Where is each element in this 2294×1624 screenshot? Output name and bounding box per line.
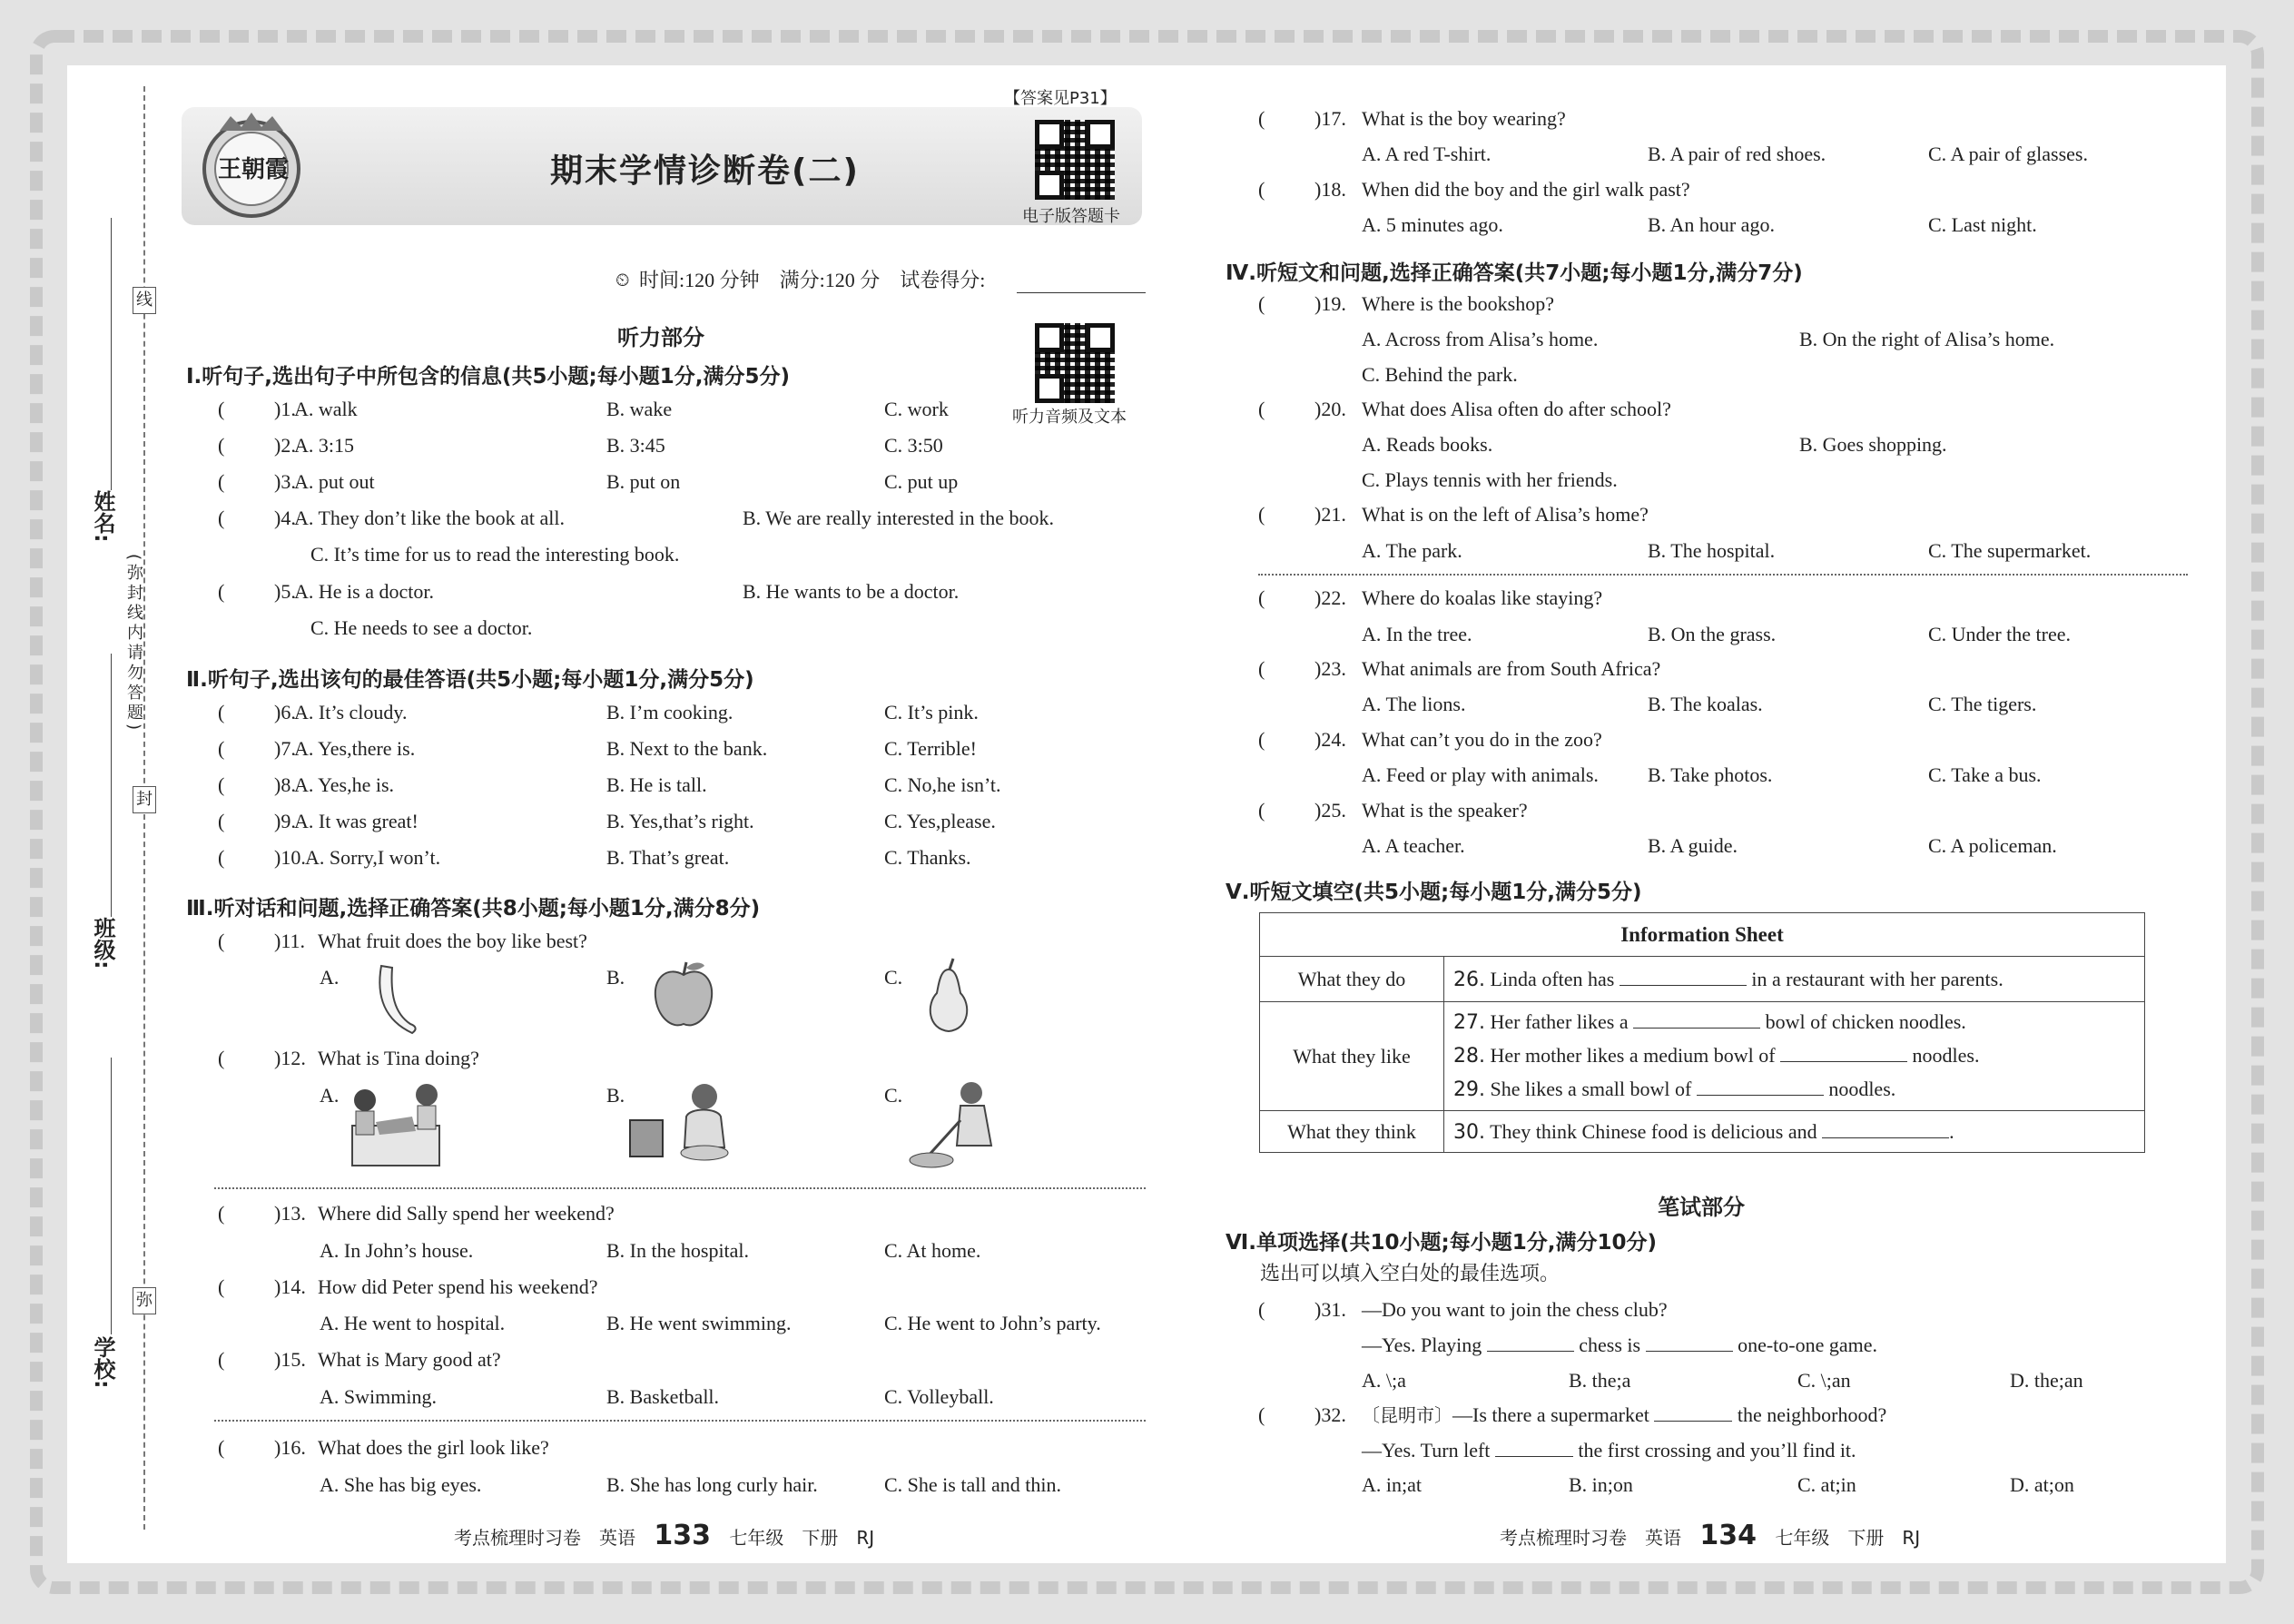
answer-paren[interactable]: ( xyxy=(1258,657,1265,680)
option-a: A. Across from Alisa’s home. xyxy=(1362,328,1599,350)
question-text: What is Mary good at? xyxy=(318,1348,501,1371)
option-a: A. In the tree. xyxy=(1362,623,1472,645)
option-b: B. A pair of red shoes. xyxy=(1648,143,1826,165)
q32-text2-pre: —Yes. Turn left xyxy=(1362,1439,1495,1462)
school-field-line xyxy=(111,1058,112,1334)
option-b: B. That’s great. xyxy=(606,846,730,869)
binding-label-mi: 弥 xyxy=(133,1287,156,1314)
answer-paren[interactable]: ( xyxy=(218,507,225,529)
option-c: C. A pair of glasses. xyxy=(1928,143,2088,165)
option-c: C. Behind the park. xyxy=(1362,363,1518,386)
q30-number: 30. xyxy=(1453,1120,1485,1144)
logo-text: 王朝霞 xyxy=(218,156,290,183)
question-number: )9. xyxy=(274,810,296,832)
option-b: B. A guide. xyxy=(1648,834,1738,857)
school-label: 学校: xyxy=(90,1336,115,1389)
option-b: B. the;a xyxy=(1569,1369,1631,1392)
option-a: A. Yes,he is. xyxy=(294,773,395,796)
q32-text-pre: —Is there a supermarket xyxy=(1452,1403,1655,1426)
q29-blank[interactable] xyxy=(1697,1095,1824,1096)
footer-book-title: 考点梳理时习卷 英语 xyxy=(1500,1527,1681,1549)
option-c: C. xyxy=(884,966,903,989)
table-title: Information Sheet xyxy=(1260,913,2145,957)
option-c: C. No,he isn’t. xyxy=(884,773,1001,796)
question-text: What is the speaker? xyxy=(1362,799,1528,822)
answer-paren[interactable]: ( xyxy=(218,1436,225,1459)
answer-paren[interactable]: ( xyxy=(218,398,225,420)
q27-number: 27. xyxy=(1453,1011,1485,1034)
q26-cell xyxy=(1444,957,2145,1002)
row-label-like: What they like xyxy=(1260,1002,1444,1111)
question-text: What does Alisa often do after school? xyxy=(1362,398,1671,420)
option-b: B. He wants to be a doctor. xyxy=(743,580,960,603)
question-text: How did Peter spend his weekend? xyxy=(318,1275,598,1298)
answer-paren[interactable]: ( xyxy=(218,773,225,796)
answer-paren[interactable]: ( xyxy=(218,1047,225,1069)
question-text: What fruit does the boy like best? xyxy=(318,930,587,952)
q27-blank[interactable] xyxy=(1633,1028,1760,1029)
answer-paren[interactable]: ( xyxy=(218,1275,225,1298)
answer-paren[interactable]: ( xyxy=(1258,503,1265,526)
section-5-heading: Ⅴ.听短文填空(共5小题;每小题1分,满分5分) xyxy=(1226,881,1642,904)
answer-paren[interactable]: ( xyxy=(218,930,225,952)
option-c: C. Yes,please. xyxy=(884,810,996,832)
option-c: C. Thanks. xyxy=(884,846,971,869)
q31-text-post: one-to-one game. xyxy=(1732,1334,1878,1356)
option-c: C. Under the tree. xyxy=(1928,623,2071,645)
section-4-heading: Ⅳ.听短文和问题,选择正确答案(共7小题;每小题1分,满分7分) xyxy=(1226,261,1803,285)
divider xyxy=(214,1420,1146,1422)
option-b: B. xyxy=(606,966,625,989)
apple-image xyxy=(650,959,717,1031)
option-a: A. \;a xyxy=(1362,1369,1406,1392)
binding-label-line: 线 xyxy=(133,287,156,314)
row-label-do: What they do xyxy=(1260,957,1444,1002)
question-number: )17. xyxy=(1314,107,1346,130)
page-number: 133 xyxy=(654,1520,711,1551)
option-b: B. wake xyxy=(606,398,673,420)
question-text: —Do you want to join the chess club? xyxy=(1362,1298,1668,1321)
option-a: A. Swimming. xyxy=(320,1385,437,1408)
answer-paren[interactable]: ( xyxy=(1258,107,1265,130)
option-c: C. Volleyball. xyxy=(884,1385,994,1408)
q32-blank-2[interactable] xyxy=(1495,1456,1573,1457)
footer-grade: 七年级 下册 RJ xyxy=(729,1527,875,1549)
q32-text-post: the neighborhood? xyxy=(1732,1403,1887,1426)
q30-text-post: . xyxy=(1949,1119,1954,1143)
option-a: A. He went to hospital. xyxy=(320,1312,506,1334)
answer-paren[interactable]: ( xyxy=(1258,178,1265,201)
footer-book-title: 考点梳理时习卷 英语 xyxy=(454,1527,635,1549)
option-a: A. in;at xyxy=(1362,1473,1422,1496)
q31-text-pre: —Yes. Playing xyxy=(1362,1334,1487,1356)
answer-paren[interactable]: ( xyxy=(218,470,225,493)
option-a: A. A teacher. xyxy=(1362,834,1465,857)
answer-paren[interactable]: ( xyxy=(218,810,225,832)
option-d: D. the;an xyxy=(2010,1369,2083,1392)
question-number: )16. xyxy=(274,1436,306,1459)
answer-paren[interactable]: ( xyxy=(1258,1298,1265,1321)
option-c: C. 3:50 xyxy=(884,434,943,457)
q26-text-pre: Linda often has xyxy=(1485,967,1620,990)
divider xyxy=(1258,574,2188,576)
listening-qr-code[interactable] xyxy=(1035,323,1115,403)
name-field-line xyxy=(111,218,112,490)
question-number: )12. xyxy=(274,1047,306,1069)
question-number: )22. xyxy=(1314,586,1346,609)
option-b: B. Goes shopping. xyxy=(1799,433,1947,456)
answer-paren[interactable]: ( xyxy=(218,580,225,603)
page-number: 134 xyxy=(1699,1520,1757,1551)
class-label: 班级: xyxy=(90,917,115,969)
option-a: A. walk xyxy=(294,398,358,420)
option-a: A. In John’s house. xyxy=(320,1239,474,1262)
section-6-heading: Ⅵ.单项选择(共10小题;每小题1分,满分10分) xyxy=(1226,1231,1657,1255)
question-number: )15. xyxy=(274,1348,306,1371)
child-sweeping-image xyxy=(908,1080,1008,1171)
q28-number: 28. xyxy=(1453,1045,1485,1068)
option-b: B. She has long curly hair. xyxy=(606,1473,818,1496)
q30-blank[interactable] xyxy=(1822,1137,1949,1138)
question-number: )6. xyxy=(274,701,296,723)
section-2-heading: Ⅱ.听句子,选出该句的最佳答语(共5小题;每小题1分,满分5分) xyxy=(186,668,754,692)
question-number: )32. xyxy=(1314,1403,1346,1426)
question-text: Where did Sally spend her weekend? xyxy=(318,1202,615,1225)
answer-paren[interactable]: ( xyxy=(218,737,225,760)
question-number: )7. xyxy=(274,737,296,760)
option-c: C. A policeman. xyxy=(1928,834,2057,857)
question-text: What can’t you do in the zoo? xyxy=(1362,728,1602,751)
option-c: C. at;in xyxy=(1797,1473,1856,1496)
q28-line xyxy=(1453,1039,2135,1073)
q26-number: 26. xyxy=(1453,968,1485,991)
answer-paren[interactable]: ( xyxy=(218,1348,225,1371)
option-a: A. xyxy=(320,966,340,989)
writing-section-title: 笔试部分 xyxy=(1658,1195,1745,1220)
option-c: C. Plays tennis with her friends. xyxy=(1362,468,1618,491)
question-text-line2 xyxy=(1362,1334,1877,1357)
option-b: B. The hospital. xyxy=(1648,539,1776,562)
question-number: )31. xyxy=(1314,1298,1346,1321)
question-number: )19. xyxy=(1314,292,1346,315)
name-label: 姓名: xyxy=(90,490,115,543)
q31-blank-1[interactable] xyxy=(1487,1351,1574,1352)
option-c: C. It’s pink. xyxy=(884,701,979,723)
q32-text2-post: the first crossing and you’ll find it. xyxy=(1572,1439,1856,1462)
q28-blank[interactable] xyxy=(1780,1061,1907,1062)
class-field-line xyxy=(111,654,112,917)
region-tag: 〔昆明市〕 xyxy=(1362,1406,1452,1426)
pear-image xyxy=(917,957,980,1037)
option-a: A. 3:15 xyxy=(294,434,354,457)
option-a: A. He is a doctor. xyxy=(294,580,434,603)
score-field-line xyxy=(1017,292,1146,293)
row-label-think: What they think xyxy=(1260,1111,1444,1153)
banana-image xyxy=(363,960,427,1037)
exam-info: 时间:120 分钟 满分:120 分 试卷得分: xyxy=(639,269,986,291)
child-watching-tv-image xyxy=(626,1080,735,1171)
page-title: 期末学情诊断卷(二) xyxy=(550,153,860,190)
information-sheet-table xyxy=(1259,912,2145,1153)
q27-line xyxy=(1453,1006,2135,1039)
q31-text-mid: chess is xyxy=(1573,1334,1646,1356)
option-b: B. An hour ago. xyxy=(1648,213,1775,236)
binding-note: (弥封线内请勿答题) xyxy=(124,554,143,734)
q28-text-post: noodles. xyxy=(1907,1044,1980,1067)
option-c: C. work xyxy=(884,398,949,420)
listening-section-title: 听力部分 xyxy=(617,325,704,350)
answer-paren[interactable]: ( xyxy=(218,701,225,723)
option-d: D. at;on xyxy=(2010,1473,2074,1496)
option-b: B. On the grass. xyxy=(1648,623,1777,645)
option-b: B. in;on xyxy=(1569,1473,1633,1496)
footer-grade: 七年级 下册 RJ xyxy=(1775,1527,1921,1549)
option-c: C. \;an xyxy=(1797,1369,1851,1392)
question-number: )23. xyxy=(1314,657,1346,680)
section-1-heading: Ⅰ.听句子,选出句子中所包含的信息(共5小题;每小题1分,满分5分) xyxy=(186,365,791,389)
q26-blank[interactable] xyxy=(1620,985,1747,986)
answer-paren[interactable]: ( xyxy=(1258,728,1265,751)
section-3-heading: Ⅲ.听对话和问题,选择正确答案(共8小题;每小题1分,满分8分) xyxy=(186,897,761,920)
question-text: Where do koalas like staying? xyxy=(1362,586,1603,609)
option-b: B. The koalas. xyxy=(1648,693,1763,715)
question-text: What is the boy wearing? xyxy=(1362,107,1566,130)
option-b: B. 3:45 xyxy=(606,434,665,457)
option-b: B. Take photos. xyxy=(1648,763,1773,786)
q30-text-pre: They think Chinese food is delicious and xyxy=(1485,1119,1823,1143)
q29-number: 29. xyxy=(1453,1078,1485,1101)
section-6-instruction: 选出可以填入空白处的最佳选项。 xyxy=(1260,1262,1561,1284)
answer-paren[interactable]: ( xyxy=(218,1202,225,1225)
question-number: )3. xyxy=(274,470,296,493)
binding-label-seal: 封 xyxy=(133,786,156,813)
answer-paren[interactable]: ( xyxy=(218,846,225,869)
q28-text-pre: Her mother likes a medium bowl of xyxy=(1485,1044,1781,1067)
question-text: What is on the left of Alisa’s home? xyxy=(1362,503,1649,526)
question-number: )20. xyxy=(1314,398,1346,420)
option-a: A. Sorry,I won’t. xyxy=(305,846,441,869)
question-number: )13. xyxy=(274,1202,306,1225)
option-b: B. I’m cooking. xyxy=(606,701,733,723)
option-a: A. xyxy=(320,1084,340,1107)
footer-left xyxy=(454,1520,874,1551)
option-c: C. The supermarket. xyxy=(1928,539,2092,562)
answer-paren[interactable]: ( xyxy=(1258,398,1265,420)
q29-text-post: noodles. xyxy=(1823,1078,1896,1100)
question-number: )18. xyxy=(1314,178,1346,201)
q27-text-post: bowl of chicken noodles. xyxy=(1760,1010,1966,1033)
option-c: C. Terrible! xyxy=(884,737,977,760)
question-text: When did the boy and the girl walk past? xyxy=(1362,178,1690,201)
q29-text-pre: She likes a small bowl of xyxy=(1485,1078,1697,1100)
q31-blank-2[interactable] xyxy=(1646,1351,1733,1352)
footer-right xyxy=(1500,1520,1920,1551)
option-c: C. At home. xyxy=(884,1239,981,1262)
option-c: C. He needs to see a doctor. xyxy=(310,616,533,639)
q27-text-pre: Her father likes a xyxy=(1485,1010,1634,1033)
option-b: B. He is tall. xyxy=(606,773,707,796)
question-text: What is Tina doing? xyxy=(318,1047,479,1069)
answer-reference: 【答案见P31】 xyxy=(1004,89,1117,108)
divider xyxy=(214,1187,1146,1189)
answer-paren[interactable]: ( xyxy=(1258,1403,1265,1426)
option-c: C. He went to John’s party. xyxy=(884,1312,1101,1334)
question-number: )8. xyxy=(274,773,296,796)
question-text xyxy=(1362,1403,1886,1428)
question-number: )11. xyxy=(274,930,306,952)
q32-blank-1[interactable] xyxy=(1654,1421,1732,1422)
question-number: )24. xyxy=(1314,728,1346,751)
question-number: )21. xyxy=(1314,503,1346,526)
q29-line xyxy=(1453,1073,2135,1107)
question-number: )2. xyxy=(274,434,296,457)
option-b: B. On the right of Alisa’s home. xyxy=(1799,328,2055,350)
answer-paren[interactable]: ( xyxy=(218,434,225,457)
answer-paren[interactable]: ( xyxy=(1258,586,1265,609)
question-number: )10. xyxy=(274,846,306,869)
answer-card-qr-code[interactable] xyxy=(1035,120,1115,200)
question-text: What does the girl look like? xyxy=(318,1436,549,1459)
option-a: A. She has big eyes. xyxy=(320,1473,482,1496)
option-a: A. The lions. xyxy=(1362,693,1466,715)
option-b: B. Next to the bank. xyxy=(606,737,768,760)
listening-qr-caption: 听力音频及文本 xyxy=(1012,408,1127,426)
question-text: Where is the bookshop? xyxy=(1362,292,1554,315)
option-b: B. We are really interested in the book. xyxy=(743,507,1054,529)
option-a: A. The park. xyxy=(1362,539,1462,562)
question-number: )25. xyxy=(1314,799,1346,822)
option-c: C. Last night. xyxy=(1928,213,2037,236)
clock-icon: ⏲ xyxy=(615,269,630,290)
q27-29-cell xyxy=(1444,1002,2145,1111)
option-a: A. It’s cloudy. xyxy=(294,701,408,723)
option-b: B. put on xyxy=(606,470,681,493)
question-number: )5. xyxy=(274,580,296,603)
answer-paren[interactable]: ( xyxy=(1258,292,1265,315)
option-a: A. They don’t like the book at all. xyxy=(294,507,565,529)
children-at-table-image xyxy=(340,1080,452,1171)
option-c: C. She is tall and thin. xyxy=(884,1473,1061,1496)
option-a: A. put out xyxy=(294,470,375,493)
question-number: )4. xyxy=(274,507,296,529)
option-b: B. He went swimming. xyxy=(606,1312,792,1334)
option-b: B. xyxy=(606,1084,625,1107)
option-a: A. Reads books. xyxy=(1362,433,1493,456)
option-c: C. xyxy=(884,1084,903,1107)
q26-text-post: in a restaurant with her parents. xyxy=(1746,967,2004,990)
question-text: What animals are from South Africa? xyxy=(1362,657,1661,680)
option-a: A. A red T-shirt. xyxy=(1362,143,1492,165)
option-c: C. put up xyxy=(884,470,959,493)
option-c: C. The tigers. xyxy=(1928,693,2037,715)
option-a: A. 5 minutes ago. xyxy=(1362,213,1503,236)
option-a: A. It was great! xyxy=(294,810,418,832)
option-a: A. Yes,there is. xyxy=(294,737,416,760)
question-number: )1. xyxy=(274,398,296,420)
question-number: )14. xyxy=(274,1275,306,1298)
answer-card-qr-caption: 电子版答题卡 xyxy=(1022,207,1120,225)
q30-cell xyxy=(1444,1111,2145,1153)
option-c: C. It’s time for us to read the interesting book. xyxy=(310,543,680,566)
option-a: A. Feed or play with animals. xyxy=(1362,763,1599,786)
option-c: C. Take a bus. xyxy=(1928,763,2042,786)
question-text-line2 xyxy=(1362,1439,1856,1462)
answer-paren[interactable]: ( xyxy=(1258,799,1265,822)
option-b: B. In the hospital. xyxy=(606,1239,750,1262)
option-b: B. Yes,that’s right. xyxy=(606,810,754,832)
option-b: B. Basketball. xyxy=(606,1385,720,1408)
